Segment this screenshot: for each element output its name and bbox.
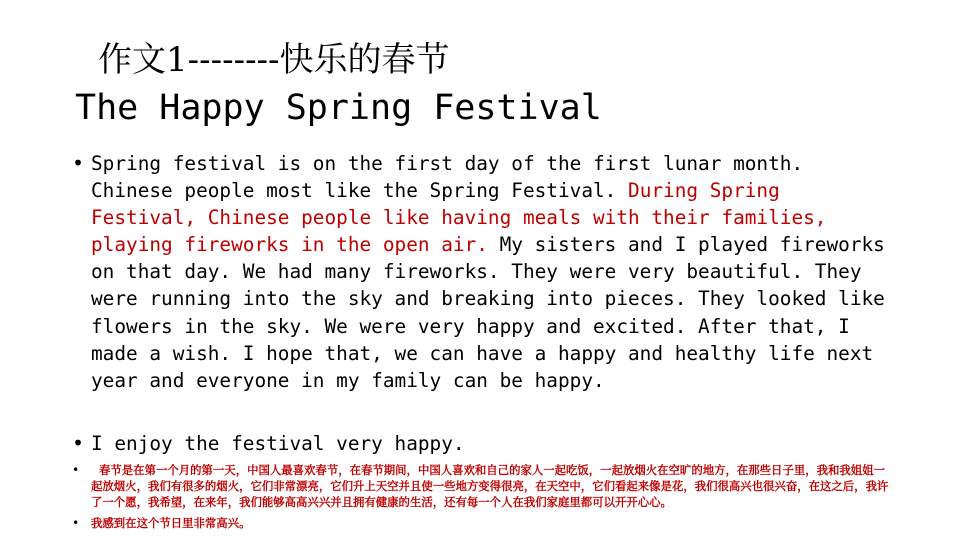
paragraph-conclusion: I enjoy the festival very happy. <box>91 432 465 455</box>
translation-conclusion: 我感到在这个节日里非常高兴。 <box>91 516 251 530</box>
translation-main: 春节是在第一个月的第一天，中国人最喜欢春节，在春节期间，中国人喜欢和自己的家人一起吃饭，一起放烟火在空旷的地方，在那些日子里，我和我姐姐一起放烟火，我们有很多的烟火，它们非常漂亮，它们升上天空并且使一些地方变得很亮，在天空中，它们看起来像是花，我们很高兴也很兴奋，在这之后，我许了一个愿，我希望，在来年，我们能够高高兴兴并且拥有健康的生活，还有每一个人在我们家庭里都可以开开心心。 <box>91 463 889 509</box>
title-english: The Happy Spring Festival <box>75 88 602 128</box>
paragraph-main-part3: My sisters and I played fireworks on that day. We had many fireworks. They were very beautiful. They were running into the sky and breaking into pieces. They looked like flowers in the sky. We were very happy and excited. After that, I made a wish. I hope that, we can have a happy and healthy life next year and everyone in my family can be happy. <box>91 233 885 392</box>
paragraph-main-part1: Spring festival is on the first day of the first lunar month. Chinese people most like the Spring Festival. <box>91 152 804 203</box>
bullet-marker: • <box>72 431 85 455</box>
paragraph-main-highlight: During Spring Festival, Chinese people like having meals with their families, playing fireworks in the open air. <box>91 179 827 257</box>
bullet-marker: • <box>72 516 80 530</box>
paragraph-main <box>91 150 891 394</box>
bullet-marker: • <box>72 463 80 477</box>
bullet-marker: • <box>72 151 85 175</box>
title-chinese: 作文1--------快乐的春节 <box>98 40 450 80</box>
